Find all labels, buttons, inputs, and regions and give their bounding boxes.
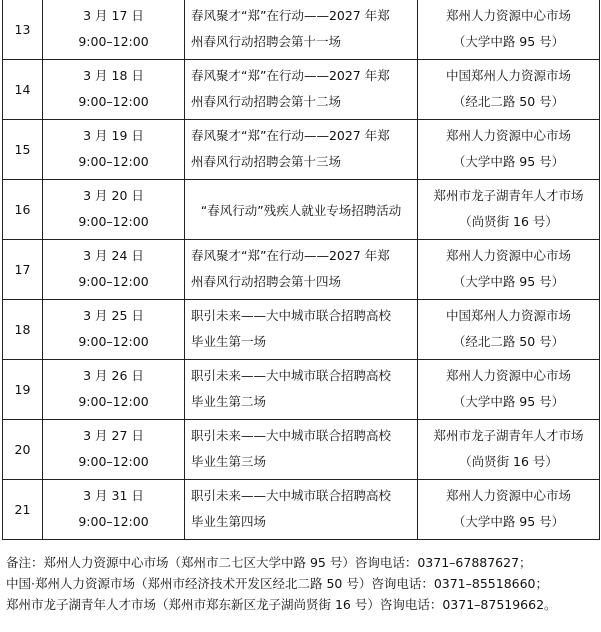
row-number: 18 (3, 300, 43, 360)
event-title-line-2: 州春风行动招聘会第十一场 (191, 34, 342, 49)
event-date: 3 月 31 日 (83, 488, 144, 503)
date-cell (43, 180, 185, 240)
event-title-line-2: 毕业生第二场 (191, 394, 267, 409)
event-time: 9:00–12:00 (78, 274, 149, 289)
event-date: 3 月 25 日 (83, 308, 144, 323)
title-cell (185, 0, 418, 60)
venue-name: 郑州人力资源中心市场 (445, 248, 571, 263)
title-cell (185, 180, 418, 240)
venue-address: （大学中路 95 号） (452, 34, 565, 49)
event-time: 9:00–12:00 (78, 214, 149, 229)
event-date: 3 月 27 日 (83, 428, 144, 443)
event-date: 3 月 19 日 (83, 128, 144, 143)
date-cell (43, 480, 185, 540)
table-row (3, 480, 600, 540)
date-cell (43, 300, 185, 360)
event-date: 3 月 18 日 (83, 68, 144, 83)
venue-address: （尚贤街 16 号） (459, 454, 558, 469)
date-cell (43, 60, 185, 120)
event-date: 3 月 26 日 (83, 368, 144, 383)
venue-address: （大学中路 95 号） (452, 274, 565, 289)
event-title-line-2: 毕业生第三场 (191, 454, 267, 469)
event-date: 3 月 24 日 (83, 248, 144, 263)
venue-name: 郑州市龙子湖青年人才市场 (433, 428, 584, 443)
event-title-line-1: 春风聚才“郑”在行动——2027 年郑 (191, 128, 390, 143)
table-row (3, 240, 600, 300)
title-cell (185, 60, 418, 120)
venue-address: （尚贤街 16 号） (459, 214, 558, 229)
event-title-line-2: 州春风行动招聘会第十三场 (191, 154, 342, 169)
remarks-section (6, 552, 598, 615)
venue-name: 郑州人力资源中心市场 (445, 488, 571, 503)
venue-name: 郑州人力资源中心市场 (445, 128, 571, 143)
venue-address: （大学中路 95 号） (452, 514, 565, 529)
event-title-line-1: 职引未来——大中城市联合招聘高校 (191, 308, 392, 323)
date-cell (43, 120, 185, 180)
venue-name: 中国郑州人力资源市场 (445, 308, 571, 323)
event-title-line-1: 职引未来——大中城市联合招聘高校 (191, 368, 392, 383)
event-title-line-1: 职引未来——大中城市联合招聘高校 (191, 428, 392, 443)
remark-line: 郑州市龙子湖青年人才市场（郑州市郑东新区龙子湖尚贤街 16 号）咨询电话：0371–87519662。 (6, 597, 557, 612)
venue-cell (418, 60, 600, 120)
venue-name: 郑州人力资源中心市场 (445, 368, 571, 383)
venue-cell (418, 0, 600, 60)
row-number: 17 (3, 240, 43, 300)
date-cell (43, 0, 185, 60)
event-title-line-1: 职引未来——大中城市联合招聘高校 (191, 488, 392, 503)
event-title-line-2: 州春风行动招聘会第十四场 (191, 274, 342, 289)
event-title-line-2: 州春风行动招聘会第十二场 (191, 94, 342, 109)
row-number: 15 (3, 120, 43, 180)
event-time: 9:00–12:00 (78, 454, 149, 469)
table-row (3, 60, 600, 120)
venue-address: （大学中路 95 号） (452, 394, 565, 409)
event-time: 9:00–12:00 (78, 394, 149, 409)
venue-cell (418, 360, 600, 420)
venue-name: 郑州人力资源中心市场 (445, 8, 571, 23)
table-row (3, 420, 600, 480)
row-number: 14 (3, 60, 43, 120)
event-time: 9:00–12:00 (78, 334, 149, 349)
title-cell (185, 420, 418, 480)
date-cell (43, 420, 185, 480)
job-fair-schedule-table (2, 0, 600, 540)
venue-cell (418, 240, 600, 300)
remark-line: 备注：郑州人力资源中心市场（郑州市二七区大学中路 95 号）咨询电话：0371–67887627； (6, 555, 532, 570)
title-cell (185, 120, 418, 180)
venue-cell (418, 180, 600, 240)
table-row (3, 360, 600, 420)
venue-address: （经北二路 50 号） (452, 94, 565, 109)
event-title-line-2: 毕业生第一场 (191, 334, 267, 349)
date-cell (43, 360, 185, 420)
title-cell (185, 480, 418, 540)
row-number: 20 (3, 420, 43, 480)
row-number: 19 (3, 360, 43, 420)
table-row (3, 180, 600, 240)
title-cell (185, 240, 418, 300)
row-number: 16 (3, 180, 43, 240)
title-cell (185, 360, 418, 420)
venue-name: 中国郑州人力资源市场 (445, 68, 571, 83)
event-title-line-1: 春风聚才“郑”在行动——2027 年郑 (191, 8, 390, 23)
venue-address: （经北二路 50 号） (452, 334, 565, 349)
remark-line: 中国·郑州人力资源市场（郑州市经济技术开发区经北二路 50 号）咨询电话：0371–85518660； (6, 576, 549, 591)
event-date: 3 月 17 日 (83, 8, 144, 23)
table-row (3, 0, 600, 60)
row-number: 21 (3, 480, 43, 540)
event-title-line-1: 春风聚才“郑”在行动——2027 年郑 (191, 68, 390, 83)
event-title: “春风行动”残疾人就业专场招聘活动 (200, 202, 402, 218)
title-cell (185, 300, 418, 360)
event-time: 9:00–12:00 (78, 154, 149, 169)
table-row (3, 120, 600, 180)
venue-cell (418, 300, 600, 360)
venue-address: （大学中路 95 号） (452, 154, 565, 169)
event-time: 9:00–12:00 (78, 94, 149, 109)
venue-name: 郑州市龙子湖青年人才市场 (433, 188, 584, 203)
row-number: 13 (3, 0, 43, 60)
venue-cell (418, 120, 600, 180)
venue-cell (418, 480, 600, 540)
event-time: 9:00–12:00 (78, 514, 149, 529)
table-row (3, 300, 600, 360)
event-title-line-1: 春风聚才“郑”在行动——2027 年郑 (191, 248, 390, 263)
event-date: 3 月 20 日 (83, 188, 144, 203)
event-time: 9:00–12:00 (78, 34, 149, 49)
venue-cell (418, 420, 600, 480)
date-cell (43, 240, 185, 300)
event-title-line-2: 毕业生第四场 (191, 514, 267, 529)
